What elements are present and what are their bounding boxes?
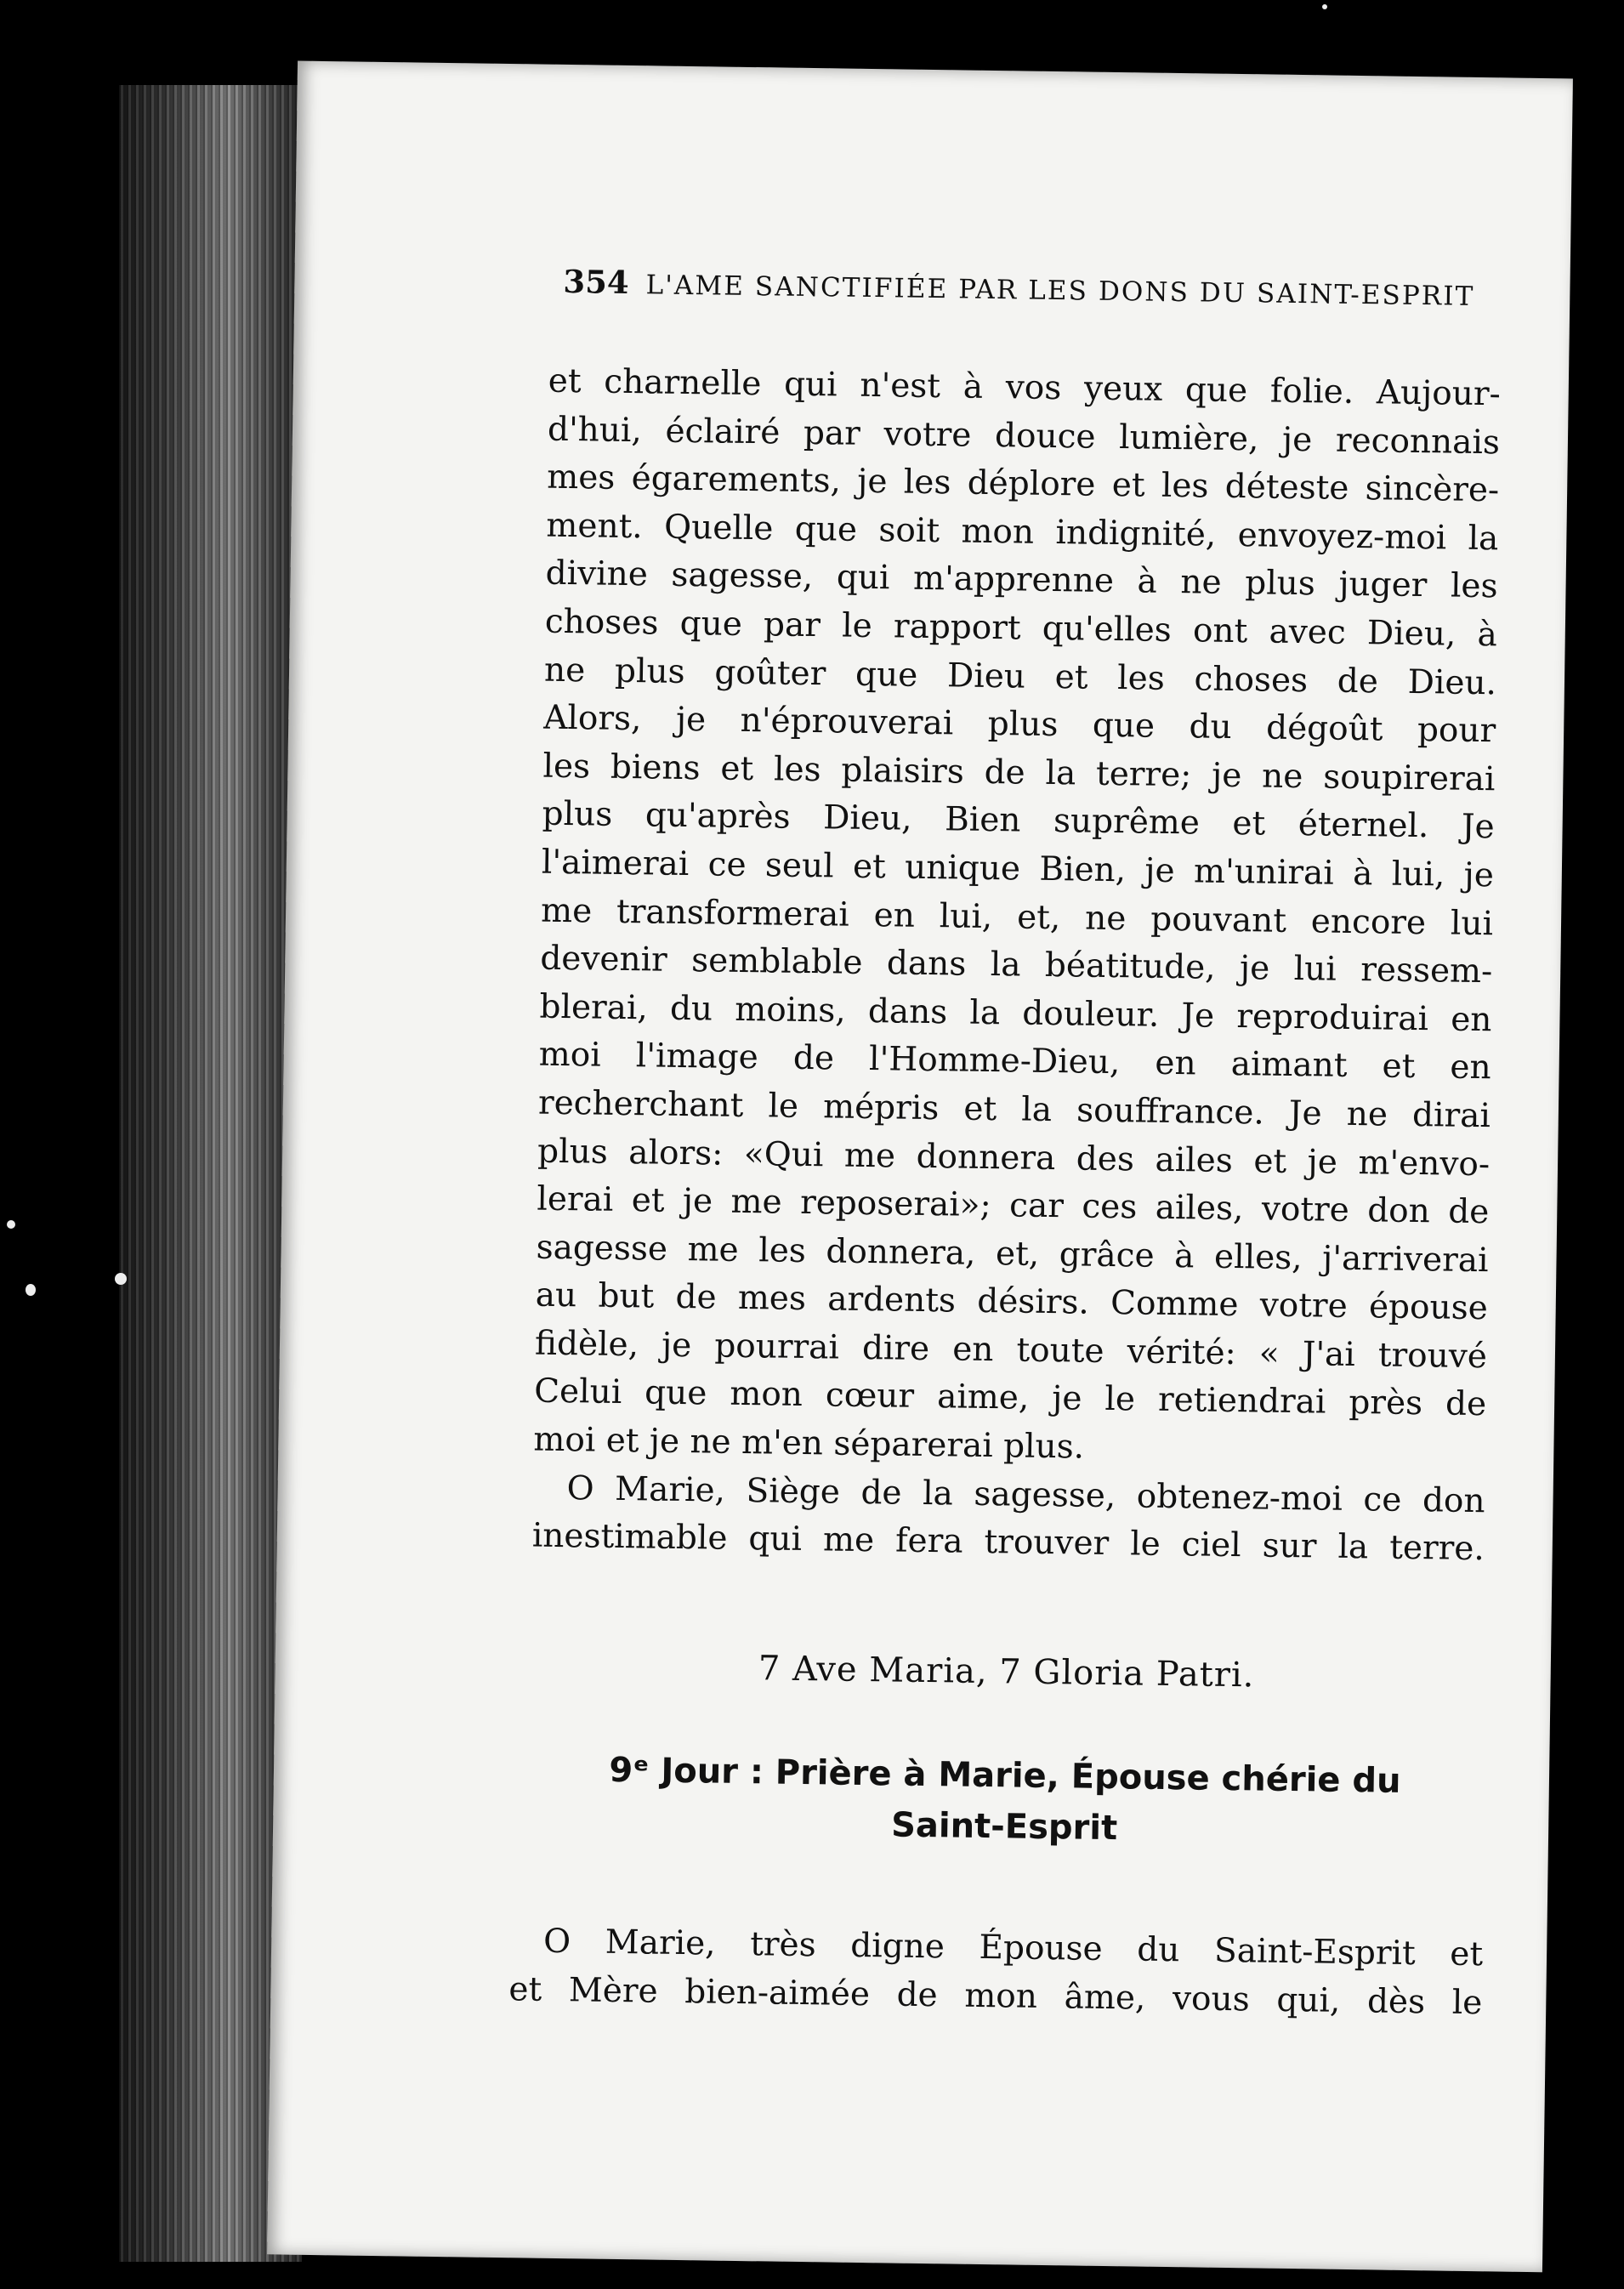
text-line: lerai et je me reposerai»; car ces ailes, votre don de — [537, 1179, 1490, 1232]
text-line: O Marie, Siège de la sagesse, obtenez-moi ce don — [566, 1468, 1485, 1520]
text-line: divine sagesse, qui m'apprenne à ne plus juger les — [545, 554, 1498, 606]
body-text-continued — [508, 1917, 1483, 2027]
section-heading — [528, 1744, 1482, 1860]
text-line: et charnelle qui n'est à vos yeux que folie. Aujour- — [548, 361, 1502, 414]
scan-speck — [26, 1284, 36, 1296]
text-line: les biens et les plaisirs de la terre; je ne soupirerai — [542, 747, 1496, 799]
text-line: Celui que mon cœur aime, je le retiendrai près de — [533, 1372, 1487, 1424]
text-line: plus qu'après Dieu, Bien suprême et éternel. Je — [542, 794, 1495, 847]
text-line: sagesse me les donnera, et, grâce à elles, j'arriverai — [536, 1228, 1489, 1280]
text-line: mes égarements, je les déplore et les déteste sincère- — [546, 457, 1500, 510]
page-number: 354 — [563, 262, 630, 301]
section-heading-line: 9ᵉ Jour : Prière à Marie, Épouse chérie du — [609, 1750, 1401, 1801]
text-line: choses que par le rapport qu'elles ont avec Dieu, à — [544, 602, 1498, 655]
text-line: moi et je ne m'en séparerai plus. — [533, 1420, 1085, 1467]
running-title: L'AME SANCTIFIÉE PAR LES DONS DU SAINT-ESPRIT — [645, 270, 1475, 312]
body-text — [531, 358, 1501, 1574]
scan-speck — [7, 1220, 15, 1229]
scan-border — [1577, 70, 1624, 2289]
text-line: ne plus goûter que Dieu et les choses de Dieu. — [543, 650, 1497, 702]
text-line: l'aimerai ce seul et unique Bien, je m'unirai à lui, je — [541, 843, 1495, 895]
prayer-closing: 7 Ave Maria, 7 Gloria Patri. — [758, 1649, 1255, 1695]
text-line: inestimable qui me fera trouver le ciel sur la terre. — [531, 1516, 1485, 1569]
text-line: devenir semblable dans la béatitude, je lui ressem- — [540, 939, 1493, 991]
text-line: blerai, du moins, dans la douleur. Je reproduirai en — [539, 987, 1492, 1039]
text-line: ment. Quelle que soit mon indignité, envoyez-moi la — [546, 506, 1499, 559]
scan-speck — [115, 1273, 127, 1285]
book-page — [267, 61, 1573, 2273]
text-line: O Marie, très digne Épouse du Saint-Esprit et — [542, 1922, 1484, 1974]
text-line: d'hui, éclairé par votre douce lumière, je reconnais — [547, 410, 1501, 462]
text-line: plus alors: «Qui me donnera des ailes et je m'envo- — [537, 1132, 1491, 1184]
text-line: au but de mes ardents désirs. Comme votre épouse — [535, 1275, 1489, 1328]
text-line: Alors, je n'éprouverai plus que du dégoût pour — [542, 698, 1496, 751]
text-line: et Mère bien-aimée de mon âme, vous qui, dès le — [508, 1969, 1483, 2022]
scan-speck — [1322, 4, 1327, 9]
section-heading-line: Saint-Esprit — [890, 1805, 1118, 1849]
text-line: recherchant le mépris et la souffrance. Je ne dirai — [537, 1083, 1491, 1136]
text-line: moi l'image de l'Homme-Dieu, en aimant et en — [538, 1035, 1491, 1088]
text-line: me transformerai en lui, et, ne pouvant encore lui — [540, 891, 1494, 943]
running-header — [563, 263, 1516, 314]
text-line: fidèle, je pourrai dire en toute vérité: « J'ai trouvé — [534, 1324, 1488, 1377]
